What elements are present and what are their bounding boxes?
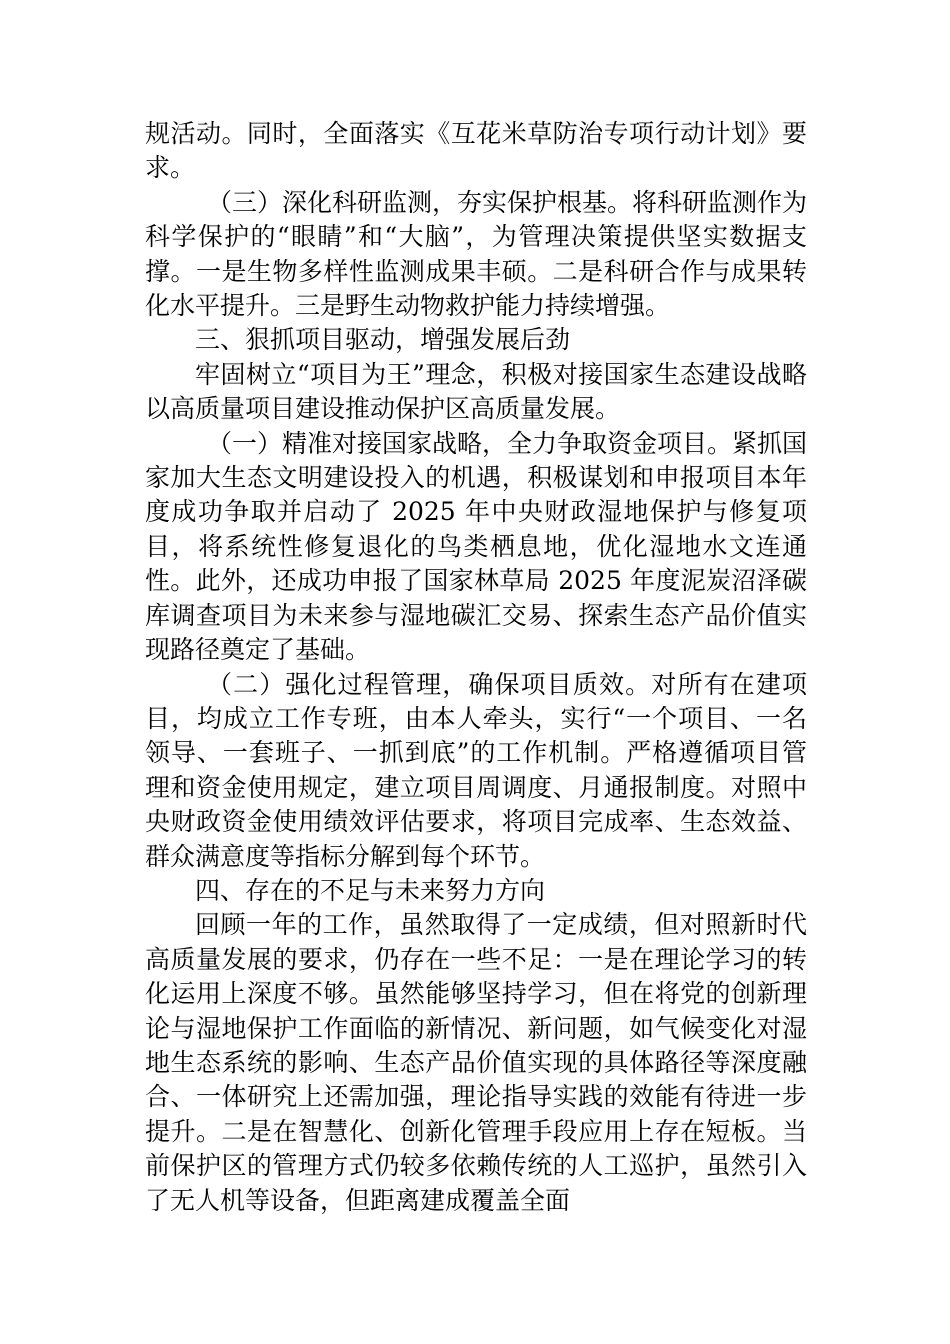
paragraph-subsection-3: （三）深化科研监测，夯实保护根基。将科研监测作为科学保护的“眼睛”和“大脑”，为管理决策提供坚实数据支撑。一是生物多样性监测成果丰硕。二是科研合作与成果转化水平提升。三是野生动物救护能力持续增强。 [145, 187, 808, 321]
paragraph-subsection-2: （二）强化过程管理，确保项目质效。对所有在建项目，均成立工作专班，由本人牵头，实行“一个项目、一名领导、一套班子、一抓到底”的工作机制。严格遵循项目管理和资金使用规定，建立项目周调度、月通报制度。对照中央财政资金使用绩效评估要求，将项目完成率、生态效益、群众满意度等指标分解到每个环节。 [145, 669, 807, 871]
section-heading-4: 四、存在的不足与未来努力方向 [195, 875, 546, 905]
document-page [145, 117, 807, 1218]
paragraph-section-4-body: 回顾一年的工作，虽然取得了一定成绩，但对照新时代高质量发展的要求，仍存在一些不足：一是在理论学习的转化运用上深度不够。虽然能够坚持学习，但在将党的创新理论与湿地保护工作面临的新情况、新问题，如气候变化对湿地生态系统的影响、生态产品价值实现的具体路径等深度融合、一体研究上还需加强，理论指导实践的效能有待进一步提升。二是在智慧化、创新化管理手段应用上存在短板。当前保护区的管理方式仍较多依赖传统的人工巡护，虽然引入了无人机等设备，但距离建成覆盖全面 [145, 910, 807, 1215]
paragraph-subsection-1: （一）精准对接国家战略，全力争取资金项目。紧抓国家加大生态文明建设投入的机遇，积极谋划和申报项目本年度成功争取并启动了 2025 年中央财政湿地保护与修复项目，将系统性修复退化的鸟类栖息地，优化湿地水文连通性。此外，还成功申报了国家林草局 2025 年度泥炭沼泽碳库调查项目为未来参与湿地碳汇交易、探索生态产品价值实现路径奠定了基础。 [145, 428, 808, 665]
paragraph-continuation: 规活动。同时，全面落实《互花米草防治专项行动计划》要求。 [145, 119, 807, 183]
section-heading-3: 三、狠抓项目驱动，增强发展后劲 [195, 325, 571, 355]
paragraph-section-3-intro: 牢固树立“项目为王”理念，积极对接国家生态建设战略以高质量项目建设推动保护区高质量发展。 [145, 359, 807, 424]
